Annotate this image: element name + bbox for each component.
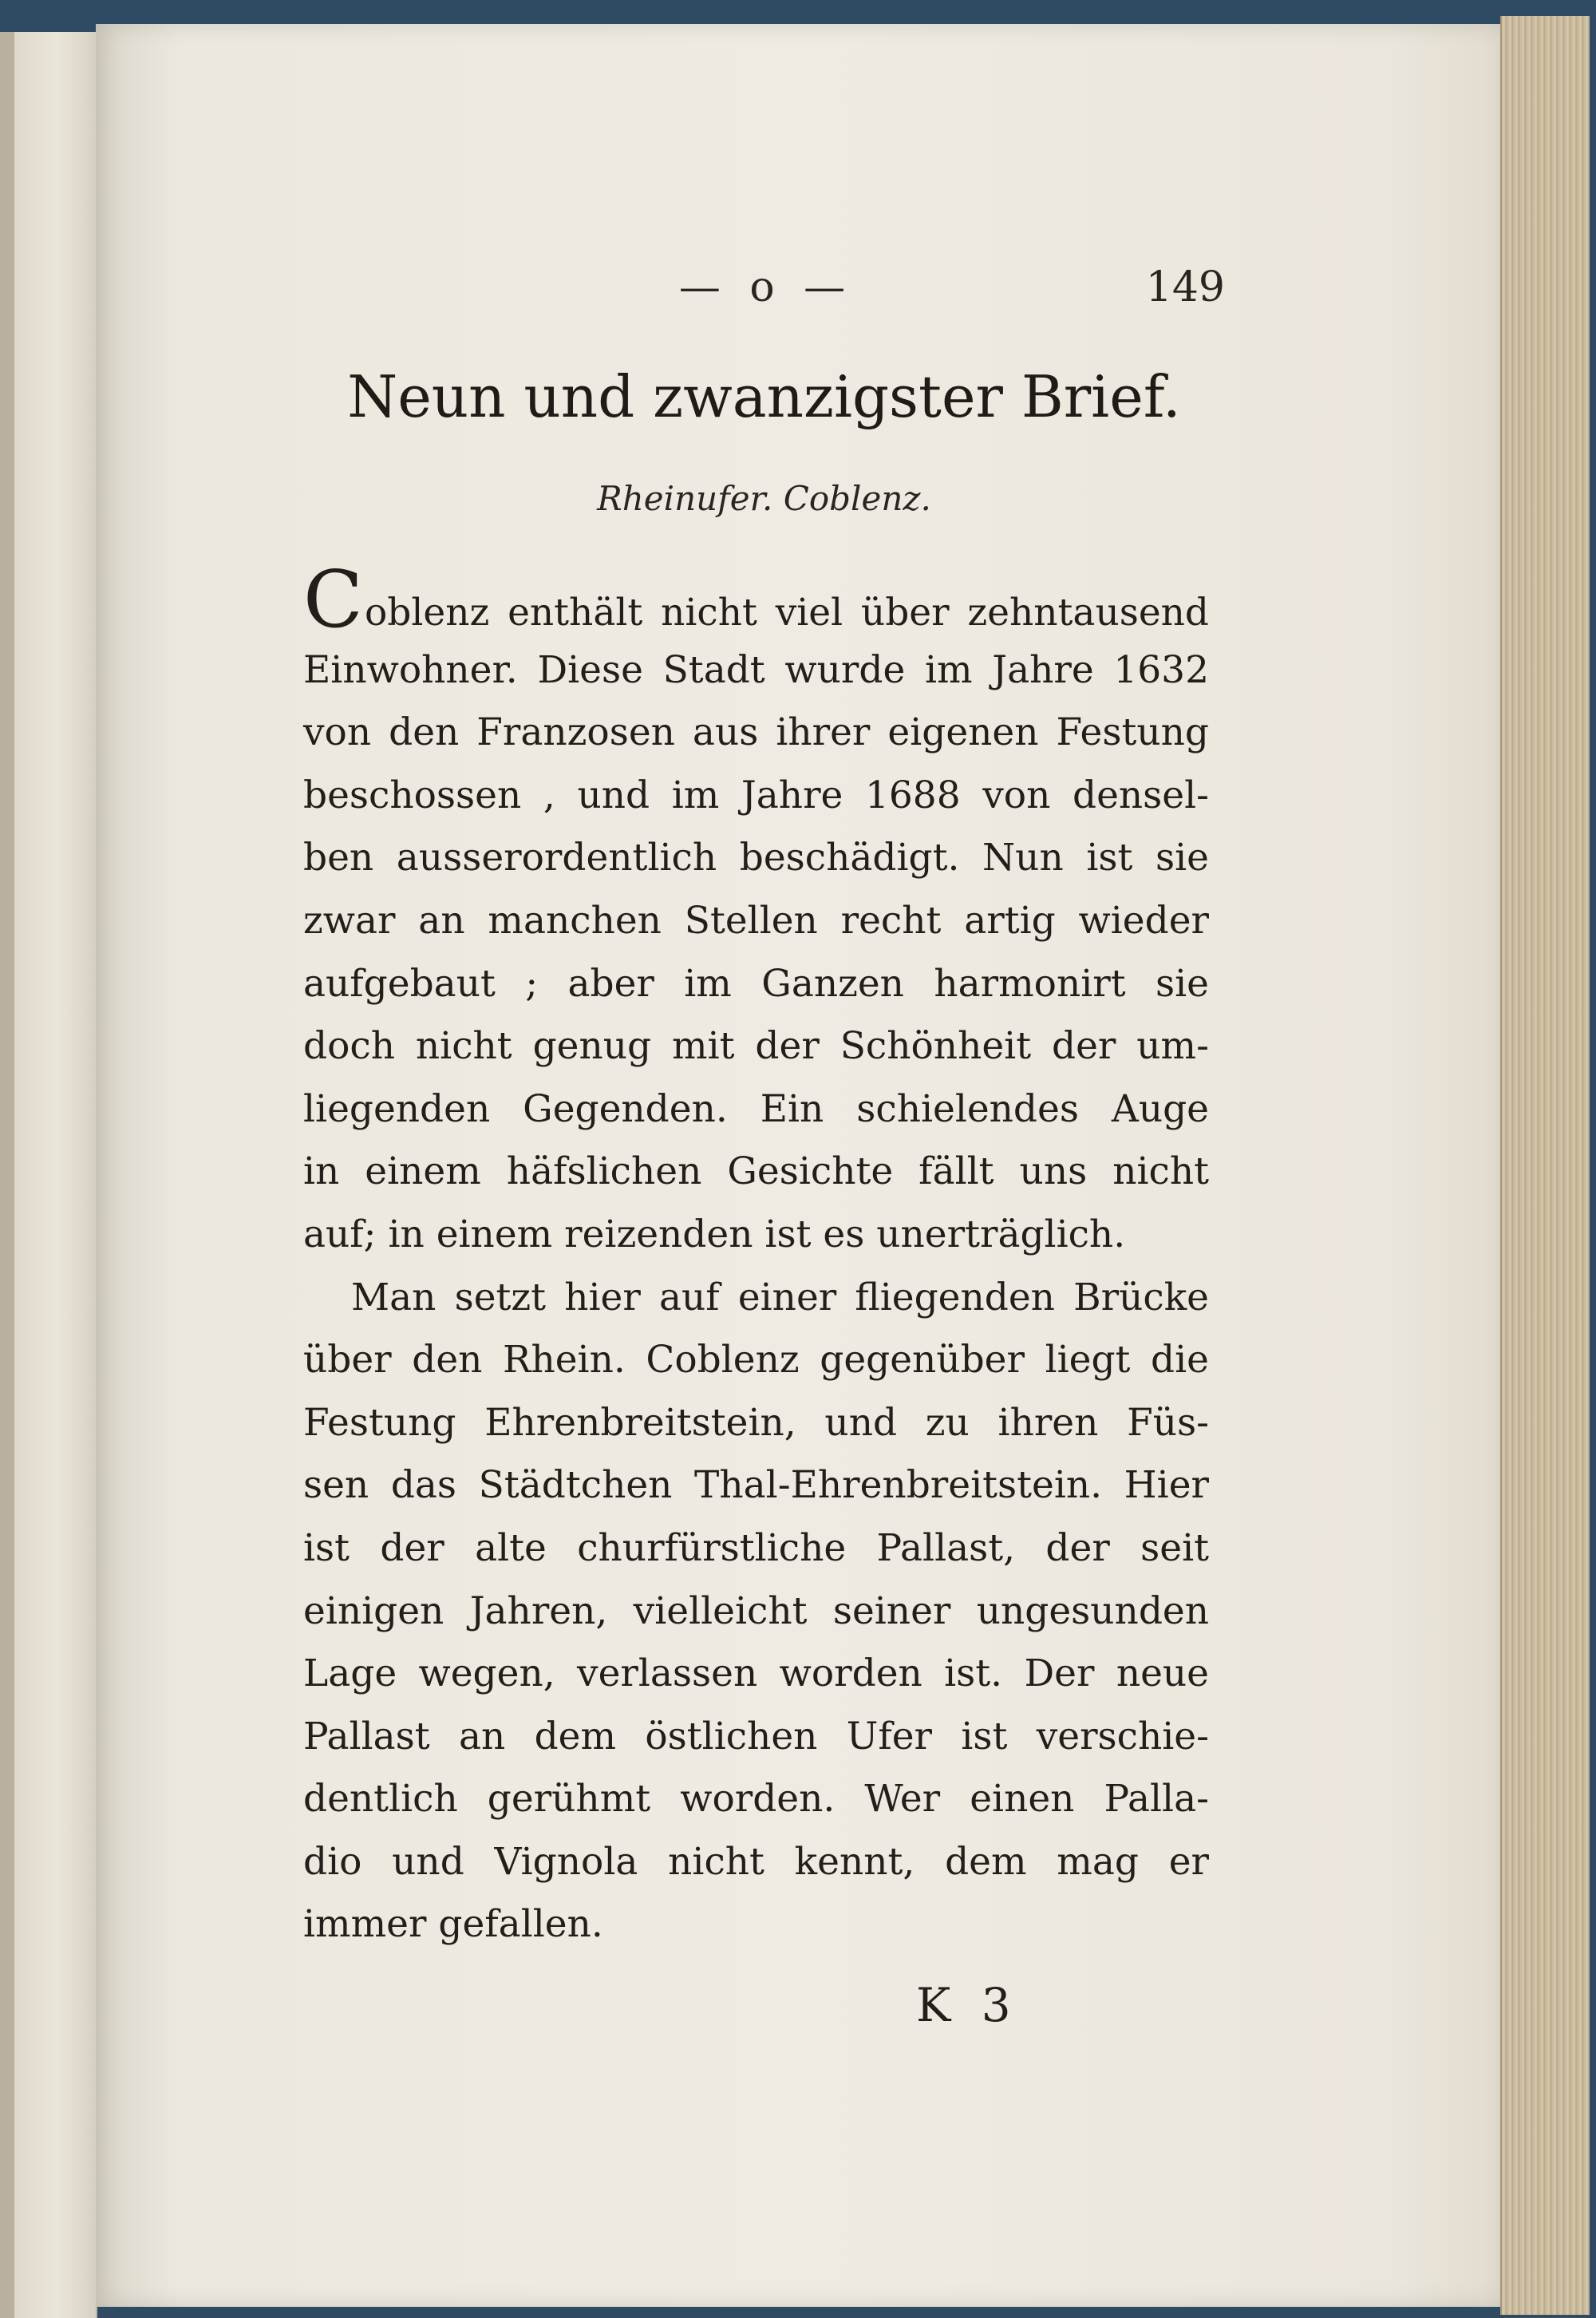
page-edges [1500,16,1590,2315]
text-line: in einem häfslichen Gesichte fällt uns nicht [303,1149,1209,1194]
running-header [654,263,1225,311]
text-line: Lage wegen, verlassen worden ist. Der neue [303,1651,1209,1696]
drop-cap: C [303,555,363,646]
text-line: dentlich gerühmt worden. Wer einen Palla- [303,1777,1209,1822]
text-line: immer gefallen. [303,1902,603,1947]
text-line: über den Rhein. Coblenz gegenüber liegt die [303,1338,1209,1382]
text-line: Coblenz enthält nicht viel über zehntausend [303,555,1209,646]
signature-mark: K 3 [916,1978,1019,2032]
letter-title: Neun und zwanzigster Brief. [347,363,1181,430]
text-line: Pallast an dem östlichen Ufer ist verschie- [303,1714,1209,1758]
paragraph-2 [303,1267,1209,1957]
text-line: einigen Jahren, vielleicht seiner ungesunden [303,1588,1209,1633]
text-line: von den Franzosen aus ihrer eigenen Festung [303,710,1209,755]
text-line: sen das Städtchen Thal-Ehrenbreitstein. Hier [303,1463,1209,1508]
text-line: ben ausserordentlich beschädigt. Nun ist sie [303,836,1209,880]
text-line: ist der alte churfürstliche Pallast, der seit [303,1525,1209,1570]
text-line: doch nicht genug mit der Schönheit der um- [303,1024,1209,1069]
text-line: beschossen , und im Jahre 1688 von densel- [303,773,1209,817]
text-line: auf; in einem reizenden ist es unerträglich. [303,1212,1126,1256]
letter-body [303,555,1209,1956]
text-line: liegenden Gegenden. Ein schielendes Auge [303,1086,1209,1131]
page-number: 149 [1145,263,1225,311]
paragraph-1 [303,555,1209,1267]
text-line: Man setzt hier auf einer fliegenden Brücke [351,1275,1209,1319]
header-ornament: — o — [678,263,854,311]
text-line: dio und Vignola nicht kennt, dem mag er [303,1839,1209,1884]
letter-subtitle: Rheinufer. Coblenz. [597,479,931,518]
text-line: Einwohner. Diese Stadt wurde im Jahre 1632 [303,647,1209,692]
facing-page [0,32,97,2318]
text-line: aufgebaut ; aber im Ganzen harmonirt sie [303,961,1209,1006]
text-line: zwar an manchen Stellen recht artig wieder [303,898,1209,943]
text-line: Festung Ehrenbreitstein, und zu ihren Füs- [303,1400,1209,1445]
facing-page-edge [0,32,14,2318]
